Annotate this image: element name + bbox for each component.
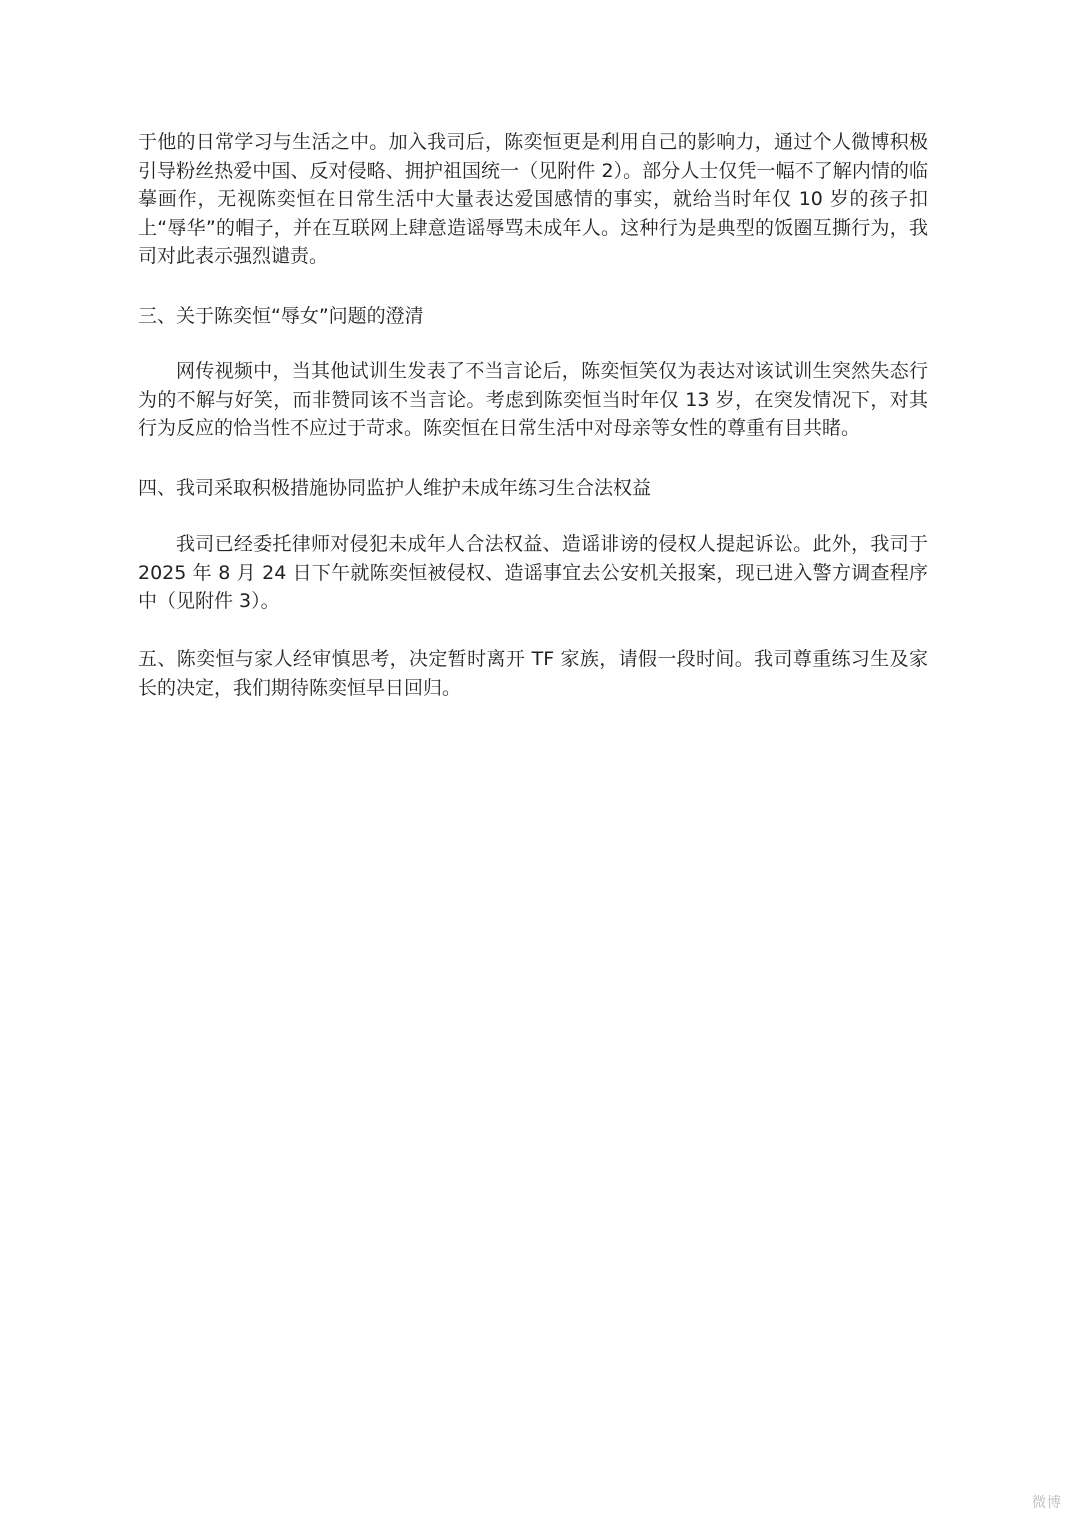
paragraph-patriotism: 于他的日常学习与生活之中。加入我司后，陈奕恒更是利用自己的影响力，通过个人微博积极引导粉丝热爱中国、反对侵略、拥护祖国统一（见附件 2）。部分人士仅凭一幅不了解内情的临摹画作，无视陈奕恒在日常生活中大量表达爱国感情的事实，就给当时年仅 10 岁的孩子扣上“辱华”的帽子，并在互联网上肆意造谣辱骂未成年人。这种行为是典型的饭圈互撕行为，我司对此表示强烈谴责。 [138, 131, 928, 268]
paragraph-leave: 五、陈奕恒与家人经审慎思考，决定暂时离开 TF 家族，请假一段时间。我司尊重练习生及家长的决定，我们期待陈奕恒早日回归。 [138, 648, 928, 699]
section-heading-4: 四、我司采取积极措施协同监护人维护未成年练习生合法权益 [138, 477, 652, 499]
paragraph-legal-action: 我司已经委托律师对侵犯未成年人合法权益、造谣诽谤的侵权人提起诉讼。此外，我司于 2025 年 8 月 24 日下午就陈奕恒被侵权、造谣事宜去公安机关报案，现已进入警方调查程序中（见附件 3）。 [138, 533, 928, 613]
section-heading-3: 三、关于陈奕恒“辱女”问题的澄清 [138, 305, 424, 327]
watermark: 微博 [1032, 1495, 1062, 1511]
paragraph-clarification: 网传视频中，当其他试训生发表了不当言论后，陈奕恒笑仅为表达对该试训生突然失态行为的不解与好笑，而非赞同该不当言论。考虑到陈奕恒当时年仅 13 岁，在突发情况下，对其行为反应的恰当性不应过于苛求。陈奕恒在日常生活中对母亲等女性的尊重有目共睹。 [138, 360, 928, 440]
